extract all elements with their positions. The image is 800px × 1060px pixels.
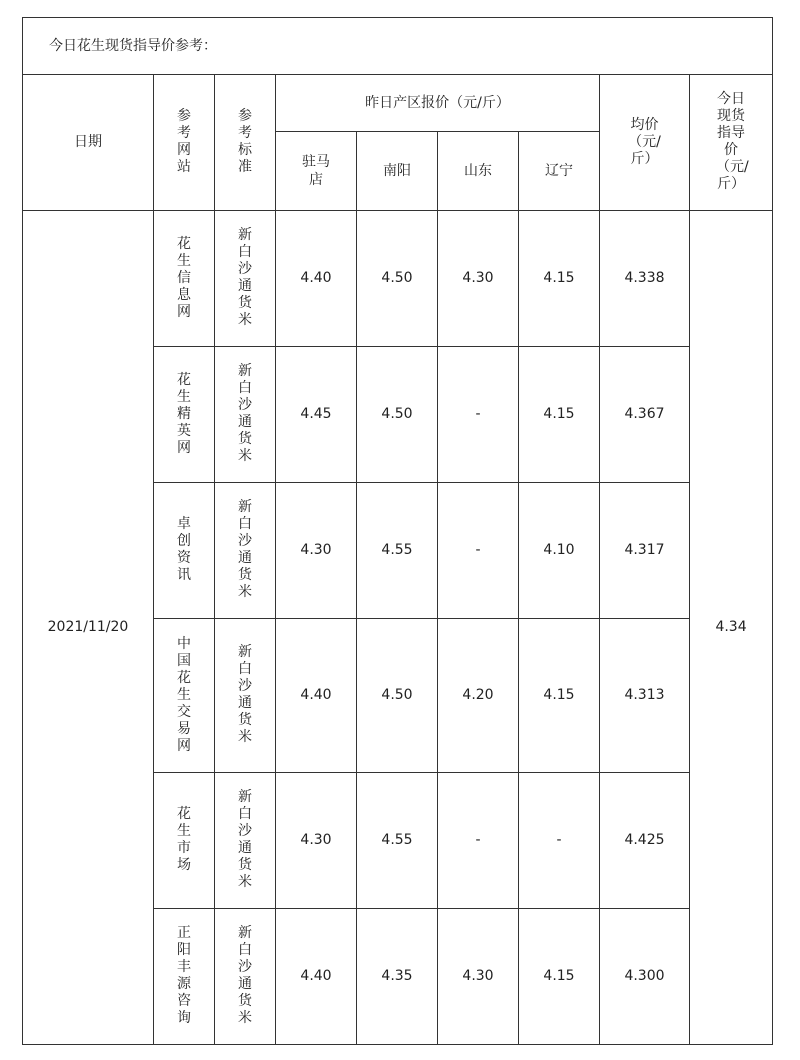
price-cell: 4.55 <box>357 483 438 619</box>
price-cell: 4.15 <box>519 619 600 773</box>
standard-cell: 新白沙通货米 <box>215 347 276 483</box>
standard-cell: 新白沙通货米 <box>215 483 276 619</box>
header-today-guide: 今日现货指导价（元/斤） <box>690 75 773 211</box>
site-cell: 花生精英网 <box>154 347 215 483</box>
price-cell: 4.40 <box>276 619 357 773</box>
standard-cell: 新白沙通货米 <box>215 211 276 347</box>
price-cell: - <box>519 773 600 909</box>
table-title: 今日花生现货指导价参考： <box>23 18 773 75</box>
avg-cell: 4.317 <box>600 483 690 619</box>
header-region-liaoning: 辽宁 <box>519 132 600 211</box>
price-cell: 4.35 <box>357 909 438 1045</box>
avg-cell: 4.313 <box>600 619 690 773</box>
avg-cell: 4.338 <box>600 211 690 347</box>
price-cell: 4.45 <box>276 347 357 483</box>
price-cell: 4.30 <box>438 909 519 1045</box>
header-region-nanyang: 南阳 <box>357 132 438 211</box>
site-cell: 花生信息网 <box>154 211 215 347</box>
price-cell: - <box>438 773 519 909</box>
price-cell: - <box>438 483 519 619</box>
price-cell: 4.30 <box>276 773 357 909</box>
price-cell: 4.50 <box>357 211 438 347</box>
avg-cell: 4.300 <box>600 909 690 1045</box>
price-cell: 4.50 <box>357 347 438 483</box>
avg-cell: 4.367 <box>600 347 690 483</box>
standard-cell: 新白沙通货米 <box>215 909 276 1045</box>
table-row <box>23 211 773 347</box>
site-cell: 正阳丰源咨询 <box>154 909 215 1045</box>
header-date: 日期 <box>23 75 154 211</box>
header-site: 参考网站 <box>154 75 215 211</box>
price-cell: 4.50 <box>357 619 438 773</box>
standard-cell: 新白沙通货米 <box>215 773 276 909</box>
today-guide-cell: 4.34 <box>690 211 773 1045</box>
header-region-shandong: 山东 <box>438 132 519 211</box>
price-cell: 4.40 <box>276 211 357 347</box>
header-yesterday-price: 昨日产区报价（元/斤） <box>276 75 600 132</box>
header-avg: 均价（元/斤） <box>600 75 690 211</box>
site-cell: 花生市场 <box>154 773 215 909</box>
header-region-zhumadian: 驻马店 <box>276 132 357 211</box>
price-cell: 4.20 <box>438 619 519 773</box>
price-cell: - <box>438 347 519 483</box>
site-cell: 中国花生交易网 <box>154 619 215 773</box>
price-cell: 4.40 <box>276 909 357 1045</box>
price-cell: 4.55 <box>357 773 438 909</box>
price-cell: 4.15 <box>519 347 600 483</box>
price-table <box>22 17 773 1045</box>
price-cell: 4.30 <box>276 483 357 619</box>
price-cell: 4.30 <box>438 211 519 347</box>
price-cell: 4.15 <box>519 909 600 1045</box>
date-cell: 2021/11/20 <box>23 211 154 1045</box>
avg-cell: 4.425 <box>600 773 690 909</box>
header-standard: 参考标准 <box>215 75 276 211</box>
price-cell: 4.10 <box>519 483 600 619</box>
price-cell: 4.15 <box>519 211 600 347</box>
site-cell: 卓创资讯 <box>154 483 215 619</box>
standard-cell: 新白沙通货米 <box>215 619 276 773</box>
